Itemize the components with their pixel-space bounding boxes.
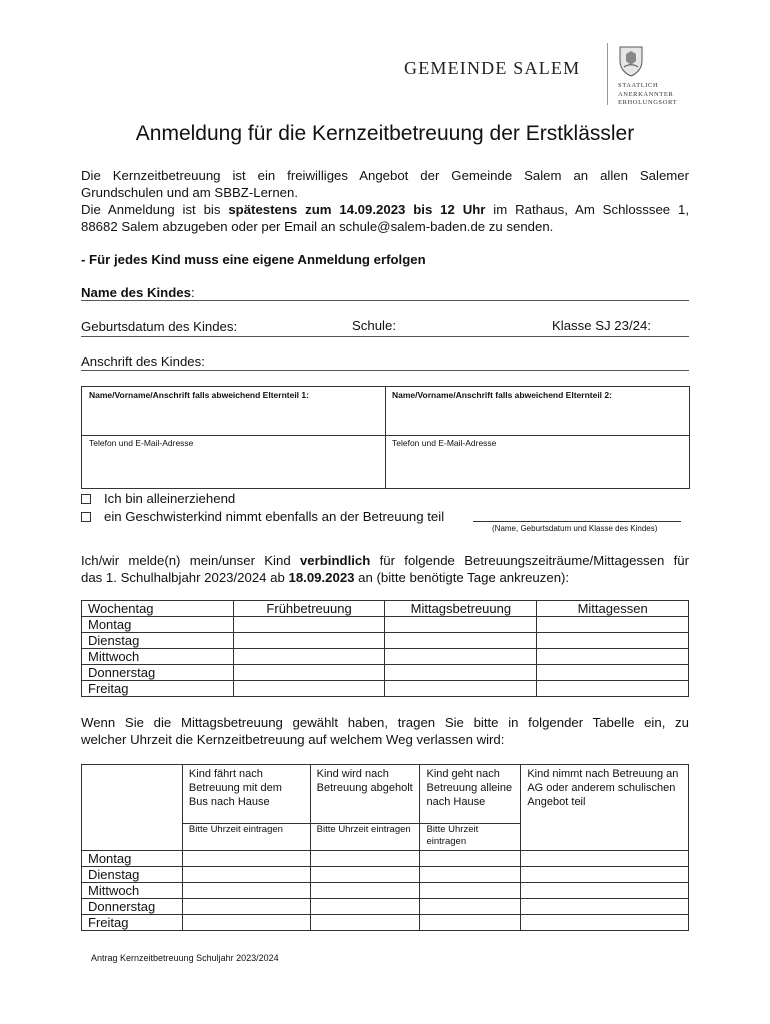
table-row	[82, 867, 689, 883]
parent-2-contact-field[interactable]: Telefon und E-Mail-Adresse	[392, 438, 497, 448]
table-row	[82, 633, 689, 649]
picked-up-cell[interactable]	[310, 915, 420, 931]
parent-1-contact-field[interactable]: Telefon und E-Mail-Adresse	[89, 438, 194, 448]
address-underline	[81, 370, 689, 371]
ag-cell[interactable]	[521, 899, 689, 915]
table-row	[82, 617, 689, 633]
intro-line-1: Die Kernzeitbetreuung ist ein freiwilliges Angebot der Gemeinde Salem an allen Salemer	[81, 168, 689, 183]
col-bus: Kind fährt nach Betreuung mit dem Bus nach Hause	[182, 765, 310, 824]
early-care-cell[interactable]	[233, 681, 385, 697]
address-field[interactable]: Anschrift des Kindes:	[81, 354, 205, 369]
early-care-cell[interactable]	[233, 633, 385, 649]
col-ag: Kind nimmt nach Betreuung an AG oder anderem schulischen Angebot teil	[521, 765, 689, 851]
bus-cell[interactable]	[182, 899, 310, 915]
booking-line-2: das 1. Schulhalbjahr 2023/2024 ab 18.09.2023 an (bitte benötigte Tage ankreuzen):	[81, 570, 570, 585]
name-underline	[81, 300, 689, 301]
lunch-care-cell[interactable]	[385, 681, 537, 697]
child-name-field[interactable]: Name des Kindes:	[81, 285, 195, 300]
day-label: Dienstag	[82, 867, 183, 883]
parent-2-field[interactable]: Name/Vorname/Anschrift falls abweichend Elternteil 2:	[392, 390, 612, 400]
page-title: Anmeldung für die Kernzeitbetreuung der Erstklässler	[135, 122, 635, 145]
col-walks-alone: Kind geht nach Betreuung alleine nach Hause	[420, 765, 521, 824]
table-row	[82, 899, 689, 915]
header-divider	[607, 43, 608, 105]
picked-up-cell[interactable]	[310, 867, 420, 883]
parents-box-divider	[385, 387, 386, 488]
bus-cell[interactable]	[182, 883, 310, 899]
day-label: Dienstag	[82, 633, 234, 649]
lunch-cell[interactable]	[537, 633, 689, 649]
day-label: Donnerstag	[82, 899, 183, 915]
ag-cell[interactable]	[521, 851, 689, 867]
pickup-header-row	[82, 765, 689, 824]
early-care-cell[interactable]	[233, 665, 385, 681]
time-hint-walks-alone: Bitte Uhrzeit eintragen	[420, 824, 521, 851]
intro-line-2: Grundschulen und am SBBZ-Lernen.	[81, 185, 298, 200]
parents-box-row-divider	[82, 435, 689, 436]
booking-line-1: Ich/wir melde(n) mein/unser Kind verbindlich für folgende Betreuungszeiträume/Mittagessen für	[81, 553, 689, 568]
recognition-seal: STAATLICH ANERKANNTER ERHOLUNGSORT	[618, 82, 678, 106]
early-care-cell[interactable]	[233, 617, 385, 633]
lunch-cell[interactable]	[537, 649, 689, 665]
lunch-care-cell[interactable]	[385, 665, 537, 681]
pickup-corner-cell	[82, 765, 183, 851]
walks-alone-cell[interactable]	[420, 851, 521, 867]
schedule-table	[81, 600, 689, 697]
lunch-cell[interactable]	[537, 681, 689, 697]
class-field[interactable]: Klasse SJ 23/24:	[552, 318, 651, 333]
coat-of-arms-icon	[618, 45, 644, 77]
sibling-hint: (Name, Geburtsdatum und Klasse des Kindes)	[492, 524, 658, 533]
day-label: Montag	[82, 617, 234, 633]
ag-cell[interactable]	[521, 915, 689, 931]
early-care-cell[interactable]	[233, 649, 385, 665]
footer-caption: Antrag Kernzeitbetreuung Schuljahr 2023/2024	[91, 953, 279, 963]
col-early-care: Frühbetreuung	[233, 601, 385, 617]
ag-cell[interactable]	[521, 883, 689, 899]
time-hint-bus: Bitte Uhrzeit eintragen	[182, 824, 310, 851]
day-label: Donnerstag	[82, 665, 234, 681]
col-weekday: Wochentag	[82, 601, 234, 617]
day-label: Mittwoch	[82, 883, 183, 899]
time-hint-picked-up: Bitte Uhrzeit eintragen	[310, 824, 420, 851]
picked-up-cell[interactable]	[310, 883, 420, 899]
walks-alone-cell[interactable]	[420, 867, 521, 883]
lunch-care-cell[interactable]	[385, 633, 537, 649]
bus-cell[interactable]	[182, 867, 310, 883]
lunch-cell[interactable]	[537, 617, 689, 633]
picked-up-cell[interactable]	[310, 899, 420, 915]
schedule-header-row	[82, 601, 689, 617]
sibling-option[interactable]: ein Geschwisterkind nimmt ebenfalls an der Betreuung teil	[81, 508, 689, 525]
sibling-checkbox[interactable]	[81, 512, 91, 522]
intro-line-3: Die Anmeldung ist bis spätestens zum 14.09.2023 bis 12 Uhr im Rathaus, Am Schlosssee 1,	[81, 202, 689, 217]
day-label: Montag	[82, 851, 183, 867]
picked-up-cell[interactable]	[310, 851, 420, 867]
col-lunch-care: Mittagsbetreuung	[385, 601, 537, 617]
parents-box	[81, 386, 690, 489]
pickup-table	[81, 764, 689, 931]
birthdate-underline	[81, 336, 689, 337]
ag-cell[interactable]	[521, 867, 689, 883]
note-one-per-child: - Für jedes Kind muss eine eigene Anmeldung erfolgen	[81, 252, 426, 267]
col-picked-up: Kind wird nach Betreuung abgeholt	[310, 765, 420, 824]
bus-cell[interactable]	[182, 851, 310, 867]
birthdate-field[interactable]: Geburtsdatum des Kindes:	[81, 319, 238, 334]
single-parent-option[interactable]: Ich bin alleinerziehend	[81, 490, 689, 507]
municipality-name: GEMEINDE SALEM	[404, 58, 581, 78]
table-row	[82, 681, 689, 697]
table-row	[82, 915, 689, 931]
lunch-care-cell[interactable]	[385, 649, 537, 665]
bus-cell[interactable]	[182, 915, 310, 931]
single-parent-checkbox[interactable]	[81, 494, 91, 504]
sibling-blank-line[interactable]	[473, 521, 681, 522]
col-lunch: Mittagessen	[537, 601, 689, 617]
table-row	[82, 883, 689, 899]
table-row	[82, 851, 689, 867]
parent-1-field[interactable]: Name/Vorname/Anschrift falls abweichend Elternteil 1:	[89, 390, 309, 400]
lunch-cell[interactable]	[537, 665, 689, 681]
walks-alone-cell[interactable]	[420, 883, 521, 899]
table-row	[82, 665, 689, 681]
walks-alone-cell[interactable]	[420, 899, 521, 915]
day-label: Mittwoch	[82, 649, 234, 665]
day-label: Freitag	[82, 681, 234, 697]
walks-alone-cell[interactable]	[420, 915, 521, 931]
school-field[interactable]: Schule:	[352, 318, 396, 333]
day-label: Freitag	[82, 915, 183, 931]
intro-line-4: 88682 Salem abzugeben oder per Email an schule@salem-baden.de zu senden.	[81, 219, 554, 234]
lunch-care-cell[interactable]	[385, 617, 537, 633]
pickup-line-2: welcher Uhrzeit die Kernzeitbetreuung auf welchem Weg verlassen wird:	[81, 732, 505, 747]
table-row	[82, 649, 689, 665]
pickup-line-1: Wenn Sie die Mittagsbetreuung gewählt haben, tragen Sie bitte in folgender Tabelle ein, zu	[81, 715, 689, 730]
